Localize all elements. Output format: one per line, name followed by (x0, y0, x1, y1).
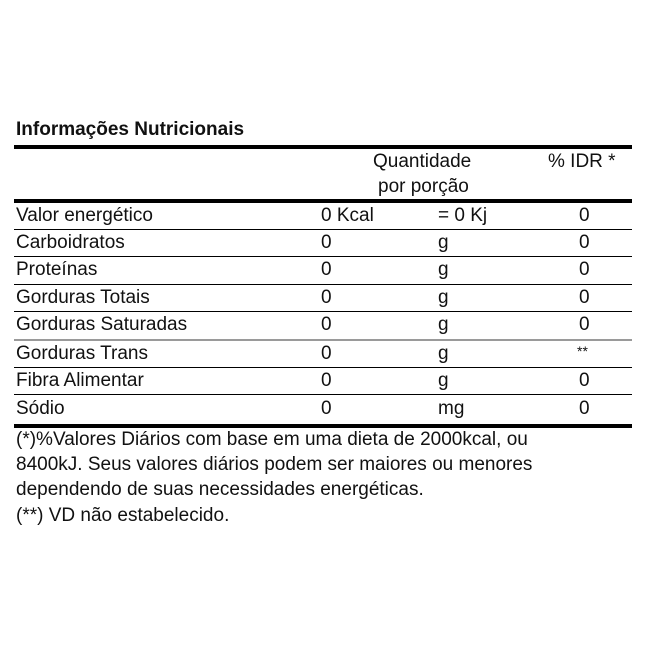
row-name: Proteínas (16, 259, 98, 280)
row-amount: 0 (321, 259, 332, 280)
row-name: Carboidratos (16, 232, 125, 253)
row-idr: 0 (579, 287, 590, 308)
row-divider (14, 284, 632, 285)
row-divider (14, 367, 632, 368)
row-divider (14, 229, 632, 230)
rule-header (14, 199, 632, 203)
footnote-line: 8400kJ. Seus valores diários podem ser maiores ou menores (16, 454, 533, 475)
row-divider (14, 339, 632, 341)
row-idr: 0 (579, 259, 590, 280)
row-amount: 0 (321, 232, 332, 253)
header-idr: % IDR * (548, 151, 616, 172)
row-amount: 0 (321, 343, 332, 364)
row-idr: 0 (579, 370, 590, 391)
row-divider (14, 256, 632, 257)
row-divider (14, 394, 632, 395)
row-amount: 0 (321, 314, 332, 335)
row-amount: 0 (321, 287, 332, 308)
row-amount: 0 (321, 398, 332, 419)
footnote-line: (*)%Valores Diários com base em uma dieta de 2000kcal, ou (16, 429, 528, 450)
row-unit: g (438, 259, 449, 280)
row-unit: mg (438, 398, 465, 419)
row-idr: 0 (579, 398, 590, 419)
row-name: Valor energético (16, 205, 153, 226)
row-idr: 0 (579, 205, 590, 226)
row-amount: 0 (321, 370, 332, 391)
row-name: Gorduras Totais (16, 287, 150, 308)
row-divider (14, 311, 632, 312)
table-title: Informações Nutricionais (16, 119, 245, 140)
row-unit: g (438, 343, 449, 364)
row-idr: ** (577, 343, 588, 359)
row-name: Gorduras Saturadas (16, 314, 188, 335)
row-idr: 0 (579, 314, 590, 335)
row-unit: g (438, 232, 449, 253)
row-name: Fibra Alimentar (16, 370, 144, 391)
row-unit: g (438, 370, 449, 391)
row-unit: g (438, 314, 449, 335)
header-quantity-line1: Quantidade (373, 151, 472, 172)
row-unit: g (438, 287, 449, 308)
row-amount: 0 Kcal (321, 205, 374, 226)
header-quantity-line2: por porção (378, 176, 469, 197)
row-idr: 0 (579, 232, 590, 253)
row-name: Gorduras Trans (16, 343, 148, 364)
row-unit: = 0 Kj (438, 205, 488, 226)
row-name: Sódio (16, 398, 65, 419)
footnote-line: (**) VD não estabelecido. (16, 505, 230, 526)
rule-top (14, 145, 632, 149)
footnote-line: dependendo de suas necessidades energéticas. (16, 479, 424, 500)
